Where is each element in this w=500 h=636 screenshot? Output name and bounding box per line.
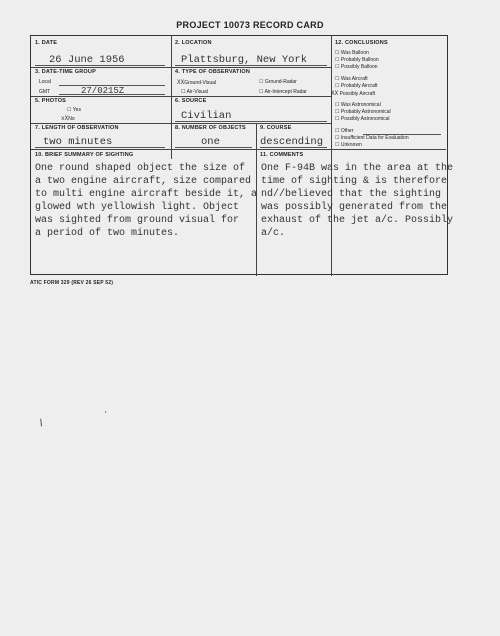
air-intercept-text: Air-Intercept Radar <box>264 89 307 95</box>
date-value: 26 June 1956 <box>49 54 125 66</box>
objects-value: one <box>201 136 220 148</box>
conclusion-text: Was Aircraft <box>340 76 368 82</box>
conclusion-possibly-astronomical: ☐ Possibly Astronomical <box>335 116 390 122</box>
dtg-local-label: Local <box>39 79 51 85</box>
location-underline <box>175 65 327 66</box>
air-visual-text: Air-Visual <box>186 89 208 95</box>
conclusion-text: Probably Aircraft <box>340 83 378 89</box>
length-underline <box>35 147 165 148</box>
conclusion-possibly-aircraft <box>331 90 375 97</box>
summary-line: was sighted from ground visual for <box>35 215 240 226</box>
conclusion-text: Probably Astronomical <box>340 109 391 115</box>
comments-line: was possibly generated from the <box>261 202 448 213</box>
conclusion-was-balloon: ☐ Was Balloon <box>335 50 369 56</box>
divider-row2 <box>31 96 331 97</box>
type-obs-air-visual: ☐ Air-Visual <box>181 89 208 95</box>
dtg-gmt-label: GMT <box>39 89 51 95</box>
conclusion-other: ☐ Other <box>335 128 354 134</box>
possibly-aircraft-check-mark: XX <box>331 90 339 97</box>
course-label: 9. COURSE <box>260 125 292 131</box>
conclusion-text: Was Balloon <box>340 50 369 56</box>
divider-row3 <box>31 123 331 124</box>
conclusion-text: Possibly Aircraft <box>339 91 376 97</box>
comments-line: a/c. <box>261 228 286 239</box>
comments-line: One F-94B was in the area at the <box>261 163 454 174</box>
source-value: Civilian <box>181 110 232 122</box>
objects-label: 8. NUMBER OF OBJECTS <box>175 125 246 131</box>
date-underline <box>35 65 165 66</box>
source-label: 6. SOURCE <box>175 98 207 104</box>
summary-label: 10. BRIEF SUMMARY OF SIGHTING <box>35 152 134 158</box>
comments-text <box>261 162 453 240</box>
type-obs-label: 4. TYPE OF OBSERVATION <box>175 69 250 75</box>
conclusion-probably-aircraft: ☐ Probably Aircraft <box>335 83 378 89</box>
comments-line: time of sighting & is therefore <box>261 176 448 187</box>
summary-line: a period of two minutes. <box>35 228 180 239</box>
conclusion-was-astronomical: ☐ Was Astronomical <box>335 102 381 108</box>
summary-line: One round shaped object the size of <box>35 163 246 174</box>
conclusion-text: Other <box>340 128 354 134</box>
form-number: ATIC FORM 329 (REV 26 SEP 52) <box>30 280 114 286</box>
ground-radar-text: Ground-Radar <box>264 79 297 85</box>
conclusion-text: Was Astronomical <box>340 102 381 108</box>
date-label: 1. DATE <box>35 40 58 46</box>
summary-line: a two engine aircraft, size compared <box>35 176 252 187</box>
photos-label: 5. PHOTOS <box>35 98 67 104</box>
dtg-gmt-value: 27/0215Z <box>81 86 125 96</box>
summary-text <box>35 162 257 240</box>
objects-underline <box>175 147 252 148</box>
course-underline <box>260 147 327 148</box>
conclusion-text: Possibly Astronomical <box>340 116 390 122</box>
conclusion-was-aircraft: ☐ Was Aircraft <box>335 76 368 82</box>
photos-yes-text: Yes <box>72 107 81 113</box>
length-label: 7. LENGTH OF OBSERVATION <box>35 125 119 131</box>
conclusion-text: Possibly Balloon <box>340 64 378 70</box>
photos-yes: ☐ Yes <box>67 107 81 113</box>
divider-row4 <box>31 149 446 150</box>
type-obs-ground-visual <box>177 79 216 86</box>
location-label: 2. LOCATION <box>175 40 212 46</box>
photos-no-text: No <box>68 116 75 122</box>
comments-line: exhaust of the jet a/c. Possibly <box>261 215 454 226</box>
ground-visual-text: Ground-Visual <box>184 80 217 86</box>
dtg-gmt-field <box>59 94 165 95</box>
comments-line: nd//believed that the sighting <box>261 189 442 200</box>
conclusion-probably-astronomical: ☐ Probably Astronomical <box>335 109 391 115</box>
conclusion-unknown: ☐ Unknown <box>335 142 362 148</box>
course-value: descending <box>260 136 324 148</box>
comments-label: 11. COMMENTS <box>260 152 304 158</box>
conclusion-text: Insufficient Data for Evaluation <box>340 135 409 141</box>
type-obs-air-intercept: ☐ Air-Intercept Radar <box>259 89 307 95</box>
divider-conclusions <box>331 36 332 276</box>
ground-visual-check-mark: XX <box>177 79 185 86</box>
summary-line: glowed wth yellowish light. Object <box>35 202 240 213</box>
conclusion-probably-balloon: ☐ Probably Balloon <box>335 57 379 63</box>
card-title: PROJECT 10073 RECORD CARD <box>176 20 324 30</box>
conclusion-text: Probably Balloon <box>340 57 379 63</box>
divider-col1 <box>171 36 172 159</box>
type-obs-ground-radar: ☐ Ground-Radar <box>259 79 297 85</box>
conclusion-text: Unknown <box>340 142 362 148</box>
location-value: Plattsburg, New York <box>181 54 308 66</box>
summary-line: to multi engine aircraft beside it, a <box>35 189 258 200</box>
photos-no <box>61 115 75 122</box>
photos-no-check-mark: xX <box>61 115 69 122</box>
conclusions-label: 12. CONCLUSIONS <box>335 40 388 46</box>
dtg-label: 3. DATE-TIME GROUP <box>35 69 96 75</box>
pen-mark: / <box>38 417 45 430</box>
length-value: two minutes <box>43 136 113 148</box>
divider-row1 <box>31 67 331 68</box>
pen-mark: ' <box>105 410 107 419</box>
conclusion-insufficient-data: ☐ Insufficient Data for Evaluation <box>335 135 409 141</box>
source-underline <box>175 121 327 122</box>
conclusion-possibly-balloon: ☐ Possibly Balloon <box>335 64 378 70</box>
record-card <box>30 35 454 275</box>
